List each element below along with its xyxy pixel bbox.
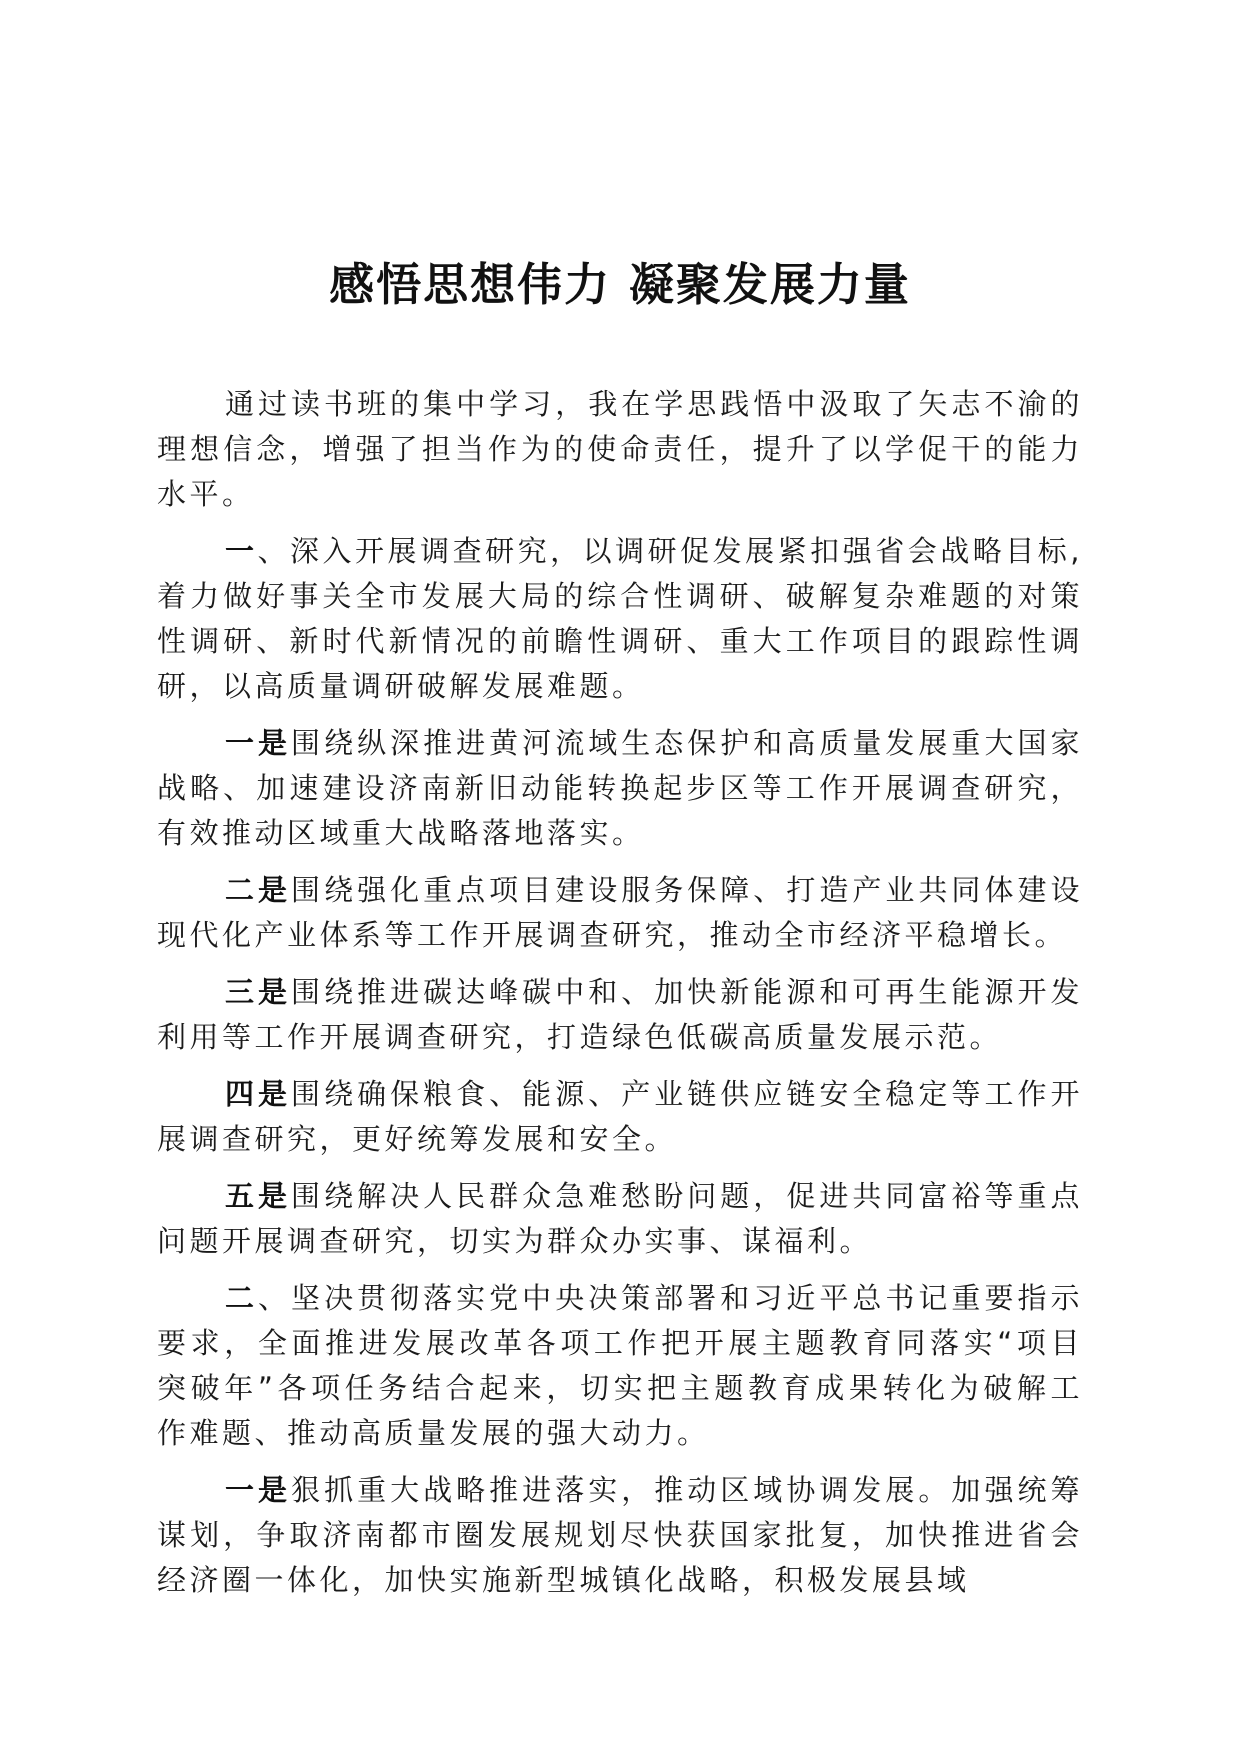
paragraph-item — [157, 721, 1083, 856]
paragraph-section-2 — [157, 1276, 1083, 1456]
paragraph-text: 围绕纵深推进黄河流域生态保护和高质量发展重大国家战略、加速建设济南新旧动能转换起步区等工作开展调查研究，有效推动区域重大战略落地落实。 — [157, 726, 1083, 850]
paragraph-lead: 五是 — [225, 1179, 292, 1213]
paragraph-text: 围绕解决人民群众急难愁盼问题，促进共同富裕等重点问题开展调查研究，切实为群众办实事、谋福利。 — [157, 1179, 1083, 1258]
paragraph-text: 狠抓重大战略推进落实，推动区域协调发展。加强统筹谋划，争取济南都市圈发展规划尽快获国家批复，加快推进省会经济圈一体化，加快实施新型城镇化战略，积极发展县域 — [157, 1473, 1083, 1597]
paragraph-section-1 — [157, 529, 1083, 709]
paragraph-text: 、深入开展调查研究，以调研促发展紧扣强省会战略目标,着力做好事关全市发展大局的综合性调研、破解复杂难题的对策性调研、新时代新情况的前瞻性调研、重大工作项目的跟踪性调研，以高质量调研破解发展难题。 — [157, 534, 1083, 703]
paragraph-item — [157, 1468, 1083, 1603]
document-title: 感悟思想伟力 凝聚发展力量 — [329, 258, 911, 311]
paragraph-lead: 一 — [225, 534, 258, 568]
paragraph-lead: 二是 — [225, 873, 292, 907]
paragraph-lead: 四是 — [225, 1077, 292, 1111]
paragraph-intro — [157, 382, 1083, 517]
paragraph-text: 、坚决贯彻落实党中央决策部署和习近平总书记重要指示要求，全面推进发展改革各项工作把开展主题教育同落实“项目突破年”各项任务结合起来，切实把主题教育成果转化为破解工作难题、推动高质量发展的强大动力。 — [157, 1281, 1083, 1450]
paragraph-lead: 一是 — [225, 726, 292, 760]
paragraph-text: 通过读书班的集中学习，我在学思践悟中汲取了矢志不渝的理想信念，增强了担当作为的使命责任，提升了以学促干的能力水平。 — [157, 387, 1083, 511]
paragraph-item — [157, 1174, 1083, 1264]
document-body — [157, 382, 1083, 1615]
paragraph-lead: 三是 — [225, 975, 292, 1009]
paragraph-text: 围绕确保粮食、能源、产业链供应链安全稳定等工作开展调查研究，更好统筹发展和安全。 — [157, 1077, 1083, 1156]
paragraph-text: 围绕强化重点项目建设服务保障、打造产业共同体建设现代化产业体系等工作开展调查研究，推动全市经济平稳增长。 — [157, 873, 1083, 952]
paragraph-item — [157, 970, 1083, 1060]
paragraph-item — [157, 868, 1083, 958]
paragraph-text: 围绕推进碳达峰碳中和、加快新能源和可再生能源开发利用等工作开展调查研究，打造绿色低碳高质量发展示范。 — [157, 975, 1083, 1054]
paragraph-lead: 一是 — [225, 1473, 292, 1507]
paragraph-lead: 二 — [225, 1281, 259, 1315]
paragraph-item — [157, 1072, 1083, 1162]
